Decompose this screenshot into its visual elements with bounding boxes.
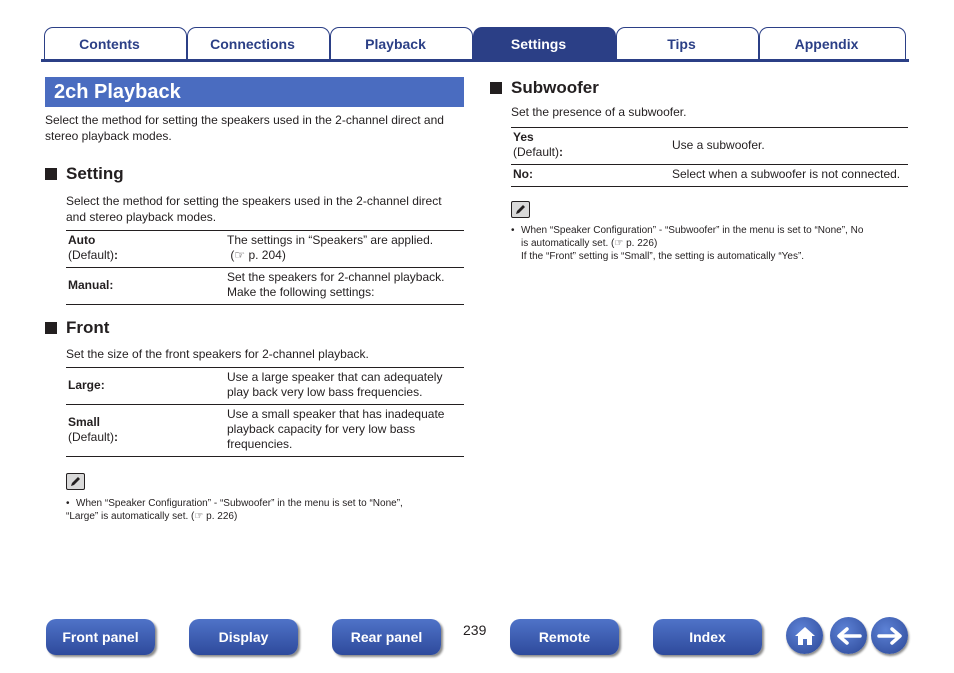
setting-options-table xyxy=(66,230,464,305)
section-heading-setting xyxy=(45,163,464,185)
page-title: 2ch Playback xyxy=(45,77,464,107)
tab-label: Tips xyxy=(667,36,696,52)
forward-button[interactable] xyxy=(871,617,908,654)
option-desc: The settings in “Speakers” are applied. xyxy=(227,233,434,247)
bullet: • xyxy=(511,225,515,236)
tab-label: Settings xyxy=(510,36,567,52)
option-value: Set the speakers for 2-channel playback. Make the following settings: xyxy=(225,268,464,305)
heading-square-icon xyxy=(45,168,57,180)
option-key: Small (Default): xyxy=(66,405,225,457)
right-column xyxy=(490,77,908,263)
table-row xyxy=(66,368,464,405)
option-value: Use a small speaker that has inadequate playback capacity for very low bass frequencies. xyxy=(225,405,464,457)
hand-pointer-icon: ☞ xyxy=(234,248,246,262)
option-name: Auto xyxy=(68,233,96,247)
intro-text: Select the method for setting the speakers used in the 2-channel direct and stereo playback modes. xyxy=(45,113,444,143)
home-button[interactable] xyxy=(786,617,823,654)
option-key: Manual: xyxy=(66,268,225,305)
heading-text: Front xyxy=(66,318,110,337)
table-row xyxy=(511,128,908,165)
section-heading-front xyxy=(45,317,464,339)
tab-appendix[interactable] xyxy=(759,27,906,60)
front-description: Set the size of the front speakers for 2-channel playback. xyxy=(66,347,369,361)
page-ref[interactable]: p. 226 xyxy=(626,238,654,249)
hand-pointer-icon: ☞ xyxy=(614,238,624,249)
tab-label: Playback xyxy=(365,36,426,52)
rear-panel-button[interactable] xyxy=(332,619,441,655)
heading-square-icon xyxy=(490,82,502,94)
option-value: The settings in “Speakers” are applied. (☞ p. 204) xyxy=(225,231,464,268)
arrow-right-icon xyxy=(877,627,903,645)
setting-description: Select the method for setting the speakers used in the 2-channel direct and stereo playback modes. xyxy=(66,194,442,224)
table-row xyxy=(66,231,464,268)
note-line: “Large” is automatically set. ( xyxy=(66,511,195,522)
chapter-tabs xyxy=(0,0,954,64)
option-name: No xyxy=(513,167,529,181)
display-button[interactable] xyxy=(189,619,298,655)
subwoofer-description: Set the presence of a subwoofer. xyxy=(511,105,687,119)
front-panel-button[interactable] xyxy=(46,619,155,655)
option-value: Select when a subwoofer is not connected. xyxy=(670,165,908,187)
note-line: is automatically set. ( xyxy=(521,238,615,249)
index-button[interactable] xyxy=(653,619,762,655)
button-label: Display xyxy=(218,629,269,645)
tab-connections[interactable] xyxy=(187,27,330,60)
table-row xyxy=(511,165,908,187)
tab-label: Connections xyxy=(210,36,295,52)
option-name: Small xyxy=(68,414,101,429)
note-line: When “Speaker Configuration” - “Subwoofer” in the menu is set to “None”, No xyxy=(521,225,864,236)
option-default: (Default) xyxy=(68,248,115,262)
page-ref[interactable]: p. 226 xyxy=(206,511,234,522)
option-name: Manual xyxy=(68,277,110,292)
section-heading-subwoofer xyxy=(490,77,908,99)
note-line: When “Speaker Configuration” - “Subwoofer” in the menu is set to “None”, xyxy=(76,498,403,509)
home-icon xyxy=(793,625,817,647)
option-default: (Default) xyxy=(513,145,560,159)
pencil-note-icon xyxy=(66,473,85,490)
option-value: Use a subwoofer. xyxy=(670,128,908,165)
note-line: If the “Front” setting is “Small”, the setting is automatically “Yes”. xyxy=(521,251,805,262)
tab-contents[interactable] xyxy=(44,27,187,60)
option-key: No: xyxy=(511,165,670,187)
tab-label: Contents xyxy=(79,36,140,52)
tab-tips[interactable] xyxy=(616,27,759,60)
table-row xyxy=(66,405,464,457)
heading-text: Subwoofer xyxy=(511,78,599,97)
option-key: Auto (Default): xyxy=(66,231,225,268)
heading-text: Setting xyxy=(66,164,124,183)
option-key: Large: xyxy=(66,368,225,405)
front-options-table xyxy=(66,367,464,457)
tab-settings[interactable] xyxy=(473,27,616,60)
option-value: Use a large speaker that can adequately play back very low bass frequencies. xyxy=(225,368,464,405)
pencil-note-icon xyxy=(511,201,530,218)
table-row xyxy=(66,268,464,305)
button-label: Rear panel xyxy=(350,629,423,645)
option-default: (Default) xyxy=(68,429,115,444)
note-text: • When “Speaker Configuration” - “Subwoofer” in the menu is set to “None”, “Large” is automatically set. (☞ p. 226) xyxy=(66,498,403,522)
remote-button[interactable] xyxy=(510,619,619,655)
button-label: Index xyxy=(689,629,726,645)
left-column xyxy=(45,77,464,523)
page-number: 239 xyxy=(463,622,487,638)
hand-pointer-icon: ☞ xyxy=(194,511,204,522)
arrow-left-icon xyxy=(836,627,862,645)
option-name: Yes xyxy=(513,130,534,144)
option-key: Yes (Default): xyxy=(511,128,670,165)
option-name: Large xyxy=(68,377,101,392)
tab-playback[interactable] xyxy=(330,27,473,60)
button-label: Remote xyxy=(538,629,591,645)
tab-underline xyxy=(41,59,909,62)
note-text: • When “Speaker Configuration” - “Subwoofer” in the menu is set to “None”, No is automatically set. (☞ p. 226) If the “Front” setting is “Small”, the setting is automatically “Yes”. xyxy=(511,225,864,262)
bullet: • xyxy=(66,498,70,509)
tab-label: Appendix xyxy=(794,36,859,52)
subwoofer-options-table xyxy=(511,127,908,187)
back-button[interactable] xyxy=(830,617,867,654)
button-label: Front panel xyxy=(62,629,139,645)
heading-square-icon xyxy=(45,322,57,334)
page-ref[interactable]: p. 204 xyxy=(248,248,282,262)
